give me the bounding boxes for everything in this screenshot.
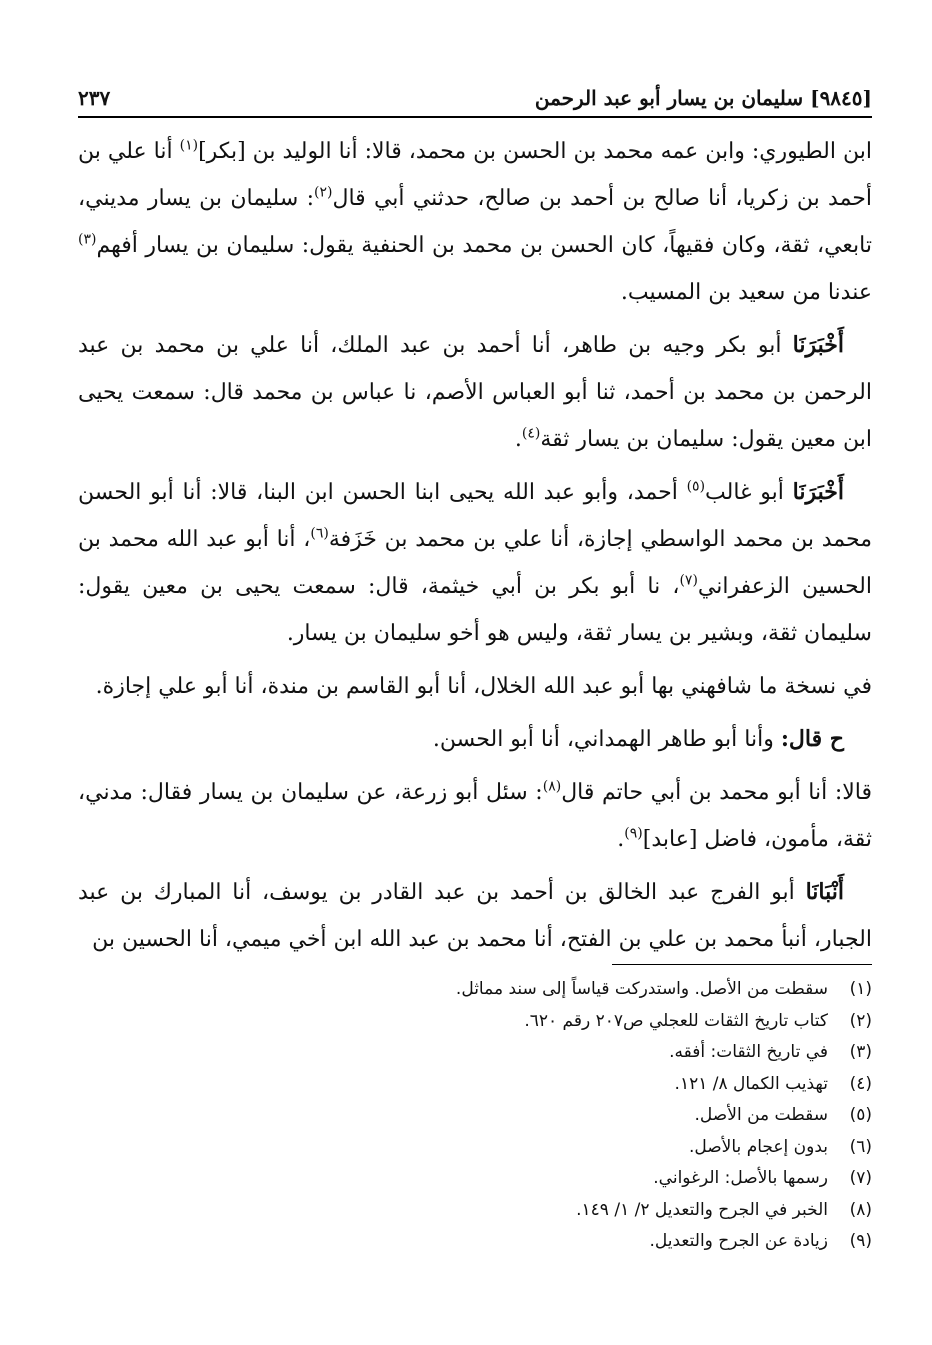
paragraph-lead-word: أَخْبَرَنَا: [792, 332, 844, 358]
footnote-ref: (٢): [313, 184, 333, 201]
footnote-ref: (٩): [624, 825, 643, 842]
text-segment: عندنا من سعيد بن المسيب.: [620, 280, 872, 305]
text-segment: : سليمان بن يسار مديني، تابعي، ثقة، وكان فقيهاً، كان الحسن بن محمد بن الحنفية يقول: سليمان بن يسار أفهم: [78, 186, 872, 258]
footnote-ref: (١): [179, 137, 199, 154]
footnote-text: كتاب تاريخ الثقات للعجلي ص٢٠٧ رقم ٦٢٠.: [524, 1010, 828, 1031]
footnote-number: (٢): [849, 1010, 872, 1031]
paragraph: [78, 322, 872, 463]
text-segment: أبو بكر وجيه بن طاهر، أنا أحمد بن عبد الملك، أنا علي بن محمد بن عبد الرحمن بن محمد بن أحمد، ثنا أبو العباس الأصم، نا عباس بن محمد قال: سمعت يحيى ابن معين يقول: سليمان بن يسار ثقة: [78, 333, 872, 452]
footnote-ref: (٨): [542, 778, 562, 795]
text-segment: ابن الطيوري: وابن عمه محمد بن الحسن بن محمد، قالا: أنا الوليد بن [بكر]: [198, 139, 872, 164]
running-header: [78, 70, 872, 118]
footnote-ref: (٤): [521, 425, 541, 442]
paragraph: [78, 128, 872, 316]
paragraph: [78, 869, 872, 963]
footnote-number: (٣): [849, 1042, 872, 1062]
footnote: [78, 1132, 872, 1164]
text-segment: أنا علي بن أحمد بن زكريا، أنا صالح بن أحمد بن صالح، حدثني أبي قال: [78, 139, 873, 211]
footnote-separator: [612, 964, 872, 965]
text-segment: ، أنا أبو عبد الله محمد بن الحسين الزعفراني: [78, 527, 872, 599]
footnote-text: رسمها بالأصل: الرغواني.: [653, 1168, 828, 1188]
footnote: [78, 1069, 872, 1101]
footnote-number: (٥): [849, 1105, 872, 1125]
footnote-number: (٦): [849, 1136, 872, 1157]
paragraph-lead-word: أَخْبَرَنَا: [792, 479, 844, 505]
footnote-ref: (٣): [78, 231, 97, 248]
footnote-text: سقطت من الأصل. واستدركت قياساً إلى سند مماثل.: [455, 979, 828, 999]
paragraph-lead-word: أَنْبَانَا: [805, 879, 844, 905]
paragraph: [78, 769, 872, 863]
text-segment: .: [514, 427, 522, 452]
text-segment: في نسخة ما شافهني بها أبو عبد الله الخلال، أنا أبو القاسم بن مندة، أنا أبو علي إجازة.: [95, 674, 872, 699]
footnote: [78, 1006, 872, 1038]
paragraph: [78, 663, 872, 710]
text-segment: : سئل أبو زرعة، عن سليمان بن يسار فقال: مدني، ثقة، مأمون، فاضل [عابد]: [78, 780, 872, 852]
footnote-text: الخبر في الجرح والتعديل ٢/ ١/ ١٤٩.: [576, 1199, 828, 1220]
footnote-ref: (٦): [310, 525, 329, 542]
footnote: [78, 1100, 872, 1132]
footnote-number: (٩): [849, 1231, 872, 1251]
footnote: [78, 974, 872, 1006]
footnote-number: (١): [849, 979, 872, 999]
footnote-text: تهذيب الكمال ٨/ ١٢١.: [674, 1073, 828, 1094]
footnote-ref: (٥): [686, 478, 706, 495]
page-number: ٢٣٧: [78, 86, 111, 110]
text-segment: قالا: أنا أبو محمد بن أبي حاتم قال: [561, 780, 872, 805]
footnotes: [78, 974, 872, 1258]
footnote-number: (٧): [849, 1168, 872, 1188]
paragraph-lead-word: ح قال:: [780, 726, 844, 752]
header-title: [٩٨٤٥] سليمان بن يسار أبو عبد الرحمن: [534, 86, 872, 110]
text-segment: أبو الفرج عبد الخالق بن أحمد بن عبد القادر بن يوسف، أنا المبارك بن عبد الجبار، أنبأ محمد بن علي بن الفتح، أنا محمد بن عبد الله ابن أخي ميمي، أنا الحسين بن: [78, 880, 872, 952]
footnote: [78, 1226, 872, 1258]
footnote-number: (٤): [849, 1073, 872, 1094]
footnote: [78, 1037, 872, 1069]
footnote: [78, 1163, 872, 1195]
footnote-ref: (٧): [679, 572, 698, 589]
text-segment: أحمد، وأبو عبد الله يحيى ابنا الحسن ابن البنا، قالا: أنا أبو الحسن محمد بن محمد الواسطي إجازة، أنا علي بن محمد بن خَزَفة: [78, 480, 873, 552]
footnote-text: بدون إعجام بالأصل.: [688, 1136, 828, 1157]
main-text: [78, 128, 872, 969]
text-segment: أبو غالب: [705, 480, 793, 505]
footnote: [78, 1195, 872, 1227]
footnote-text: زيادة عن الجرح والتعديل.: [649, 1231, 828, 1251]
footnote-text: في تاريخ الثقات: أفقه.: [669, 1042, 828, 1062]
footnote-number: (٨): [849, 1199, 872, 1220]
text-segment: وأنا أبو طاهر الهمداني، أنا أبو الحسن.: [432, 727, 781, 752]
footnote-text: سقطت من الأصل.: [694, 1105, 828, 1125]
text-segment: .: [617, 827, 625, 852]
text-segment: ، نا أبو بكر بن أبي خيثمة، قال: سمعت يحيى بن معين يقول: سليمان ثقة، وبشير بن يسار ثقة، وليس هو أخو سليمان بن يسار.: [78, 574, 872, 646]
paragraph: [78, 469, 872, 657]
paragraph: [78, 716, 872, 763]
